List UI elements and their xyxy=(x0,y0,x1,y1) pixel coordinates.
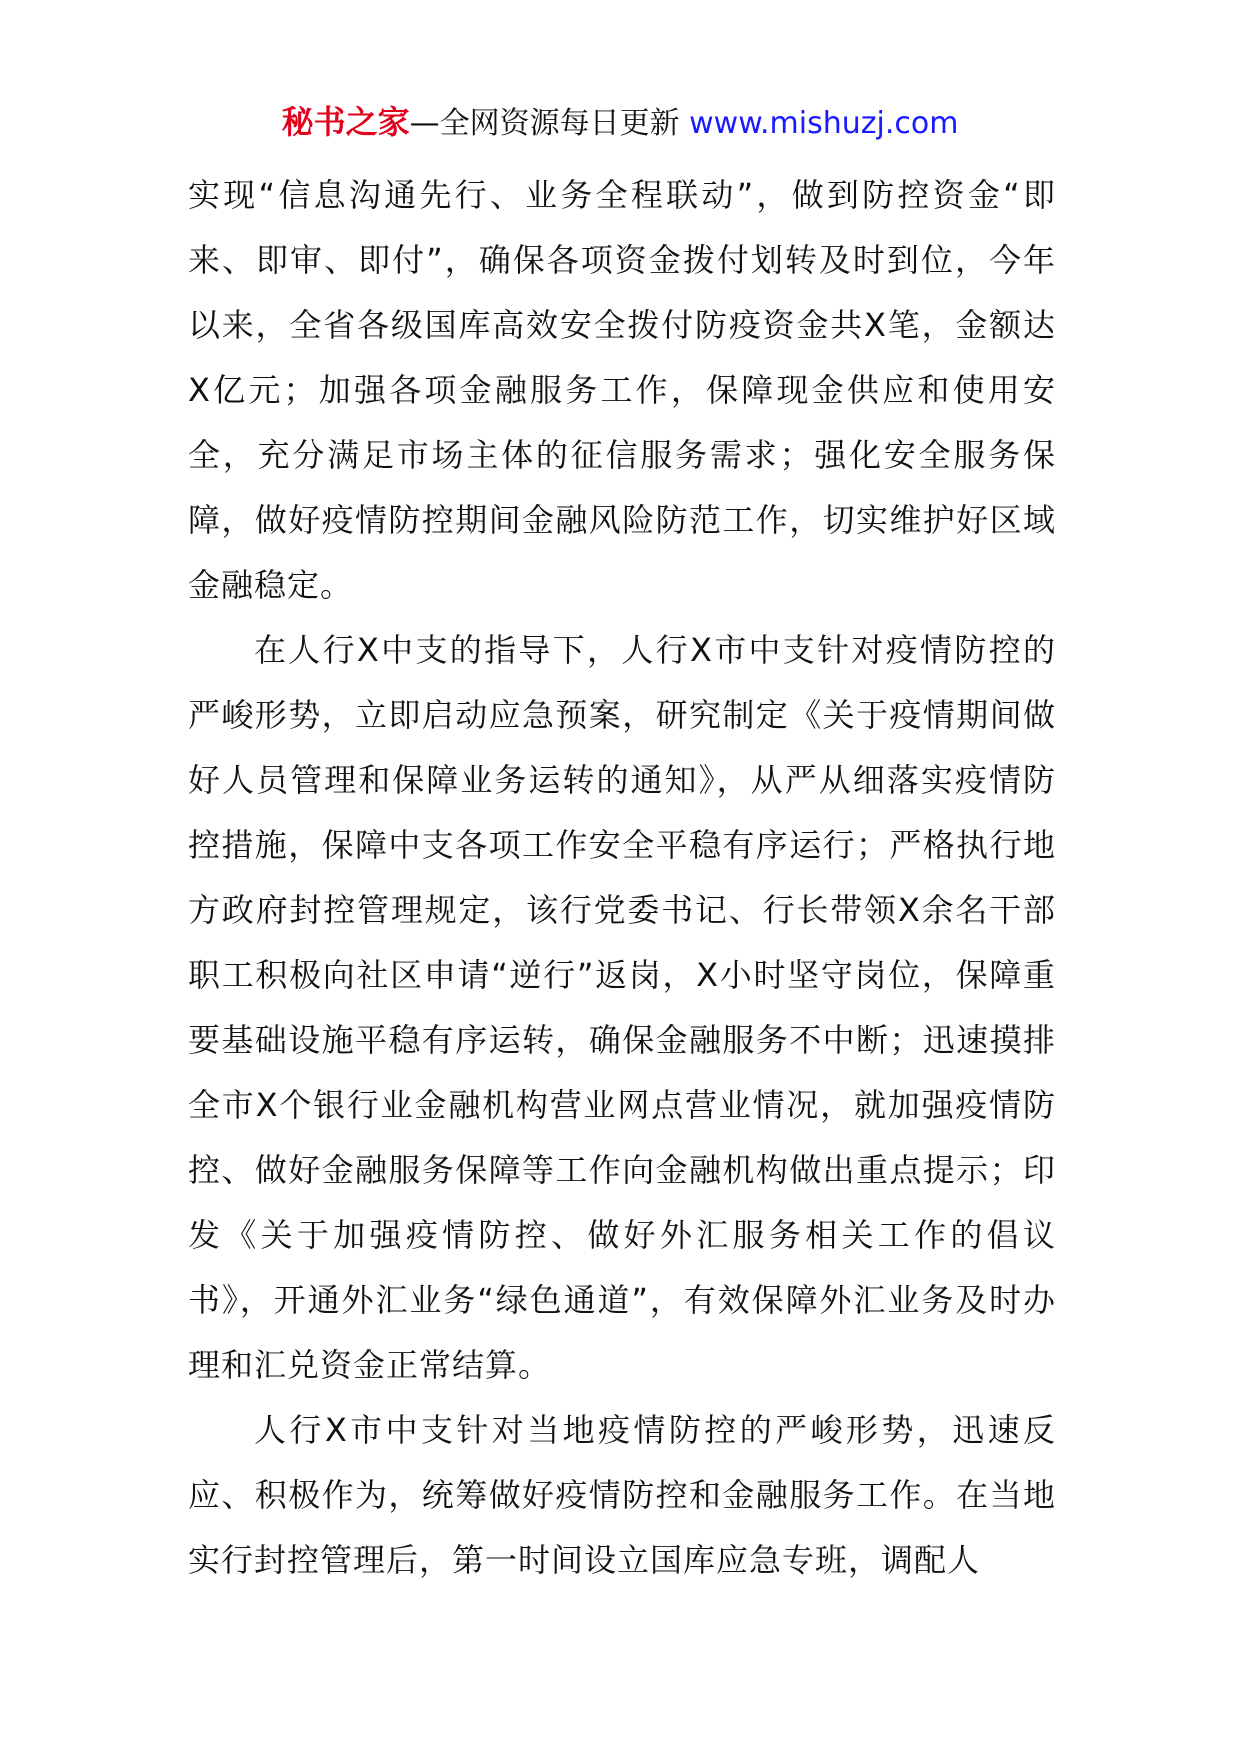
paragraph-3: 人行X市中支针对当地疫情防控的严峻形势，迅速反应、积极作为，统筹做好疫情防控和金融服务工作。在当地实行封控管理后，第一时间设立国库应急专班，调配人 xyxy=(188,1411,1056,1579)
header-dash: — xyxy=(409,106,440,141)
paragraph-1: 实现“信息沟通先行、业务全程联动”，做到防控资金“即来、即审、即付”，确保各项资金拨付划转及时到位，今年以来，全省各级国库高效安全拨付防疫资金共X笔，金额达X亿元；加强各项金融服务工作，保障现金供应和使用安全，充分满足市场主体的征信服务需求；强化安全服务保障，做好疫情防控期间金融风险防范工作，切实维护好区域金融稳定。 xyxy=(188,176,1056,604)
header-url-link[interactable]: www.mishuzj.com xyxy=(689,106,959,141)
page-header xyxy=(0,102,1240,144)
document-body xyxy=(188,163,1056,1593)
brand-name: 秘书之家 xyxy=(281,103,410,141)
header-tagline: 全网资源每日更新 xyxy=(439,106,680,141)
paragraph-2: 在人行X中支的指导下，人行X市中支针对疫情防控的严峻形势，立即启动应急预案，研究制定《关于疫情期间做好人员管理和保障业务运转的通知》，从严从细落实疫情防控措施，保障中支各项工作安全平稳有序运行；严格执行地方政府封控管理规定，该行党委书记、行长带领X余名干部职工积极向社区申请“逆行”返岗，X小时坚守岗位，保障重要基础设施平稳有序运转，确保金融服务不中断；迅速摸排全市X个银行业金融机构营业网点营业情况，就加强疫情防控、做好金融服务保障等工作向金融机构做出重点提示；印发《关于加强疫情防控、做好外汇服务相关工作的倡议书》，开通外汇业务“绿色通道”，有效保障外汇业务及时办理和汇兑资金正常结算。 xyxy=(188,631,1056,1384)
